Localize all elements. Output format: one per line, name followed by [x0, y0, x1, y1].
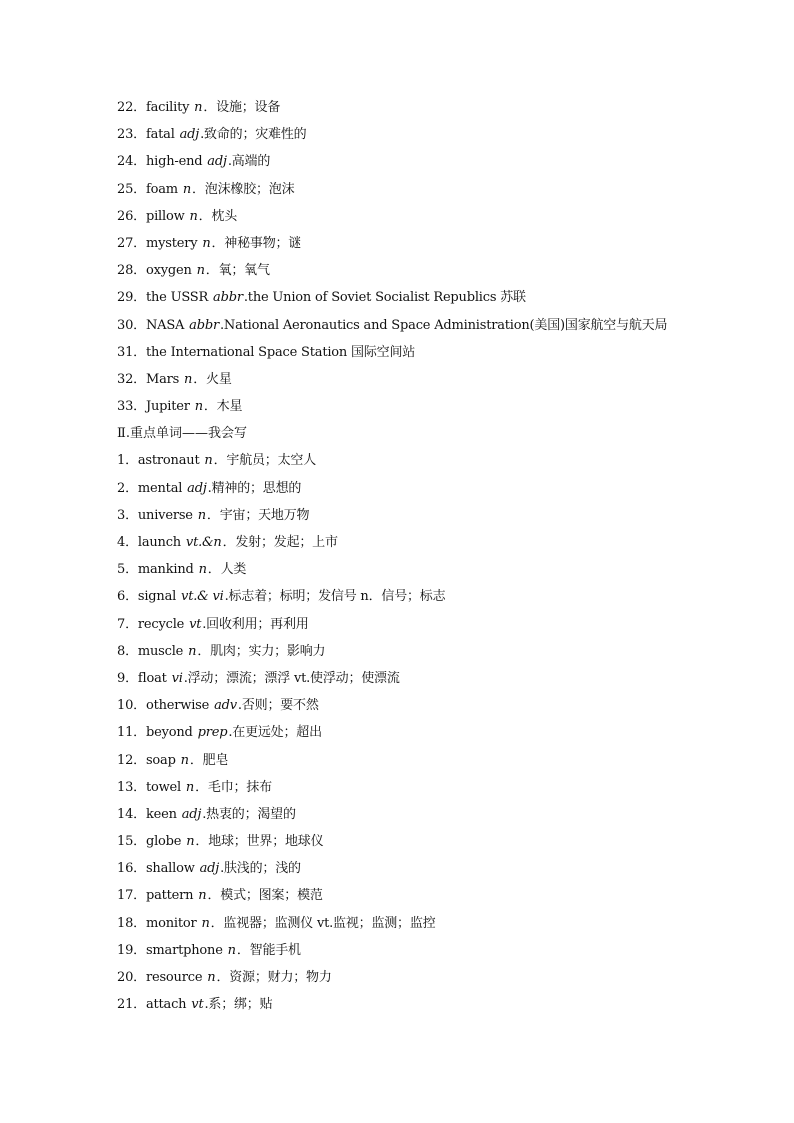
vocab-item: 16．shallow adj.肤浅的；浅的: [117, 861, 301, 877]
vocab-item: 19．smartphone n．智能手机: [117, 942, 301, 958]
vocab-item: 24．high-end adj.高端的: [117, 154, 271, 170]
vocab-item: 3．universe n．宇宙；天地万物: [117, 507, 310, 523]
vocab-item: 1．astronaut n．宇航员；太空人: [117, 453, 317, 469]
vocab-item: 26．pillow n．枕头: [117, 208, 238, 224]
vocab-item: 27．mystery n．神秘事物；谜: [117, 235, 302, 251]
vocab-item: 22．facility n．设施；设备: [117, 100, 281, 115]
vocab-item: 18．monitor n．监视器；监测仪 vt.监视；监测；监控: [117, 915, 436, 931]
vocab-item: 33．Jupiter n．木星: [117, 399, 243, 415]
vocab-item: 13．towel n．毛巾；抹布: [117, 779, 272, 795]
vocab-item: 10．otherwise adv.否则；要不然: [117, 698, 319, 714]
vocab-item: 28．oxygen n．氧；氧气: [117, 263, 270, 279]
vocab-item: 29．the USSR abbr.the Union of Soviet Socialist Republics 苏联: [117, 290, 526, 306]
vocab-item: 6．signal vt.& vi.标志着；标明；发信号 n．信号；标志: [117, 589, 446, 605]
vocab-item: 32．Mars n．火星: [117, 371, 232, 387]
vocab-item: 2．mental adj.精神的；思想的: [117, 480, 302, 496]
vocabulary-list: [117, 94, 757, 1018]
vocab-item: 15．globe n．地球；世界；地球仪: [117, 834, 324, 850]
vocab-item: 12．soap n．肥皂: [117, 752, 229, 768]
vocab-item: 31．the International Space Station 国际空间站: [117, 344, 416, 360]
vocab-item: 20．resource n．资源；财力；物力: [117, 970, 332, 985]
vocab-item: 21．attach vt.系；绑；贴: [117, 997, 273, 1013]
vocab-item: 8．muscle n．肌肉；实力；影响力: [117, 643, 326, 659]
vocab-item: 11．beyond prep.在更远处；超出: [117, 725, 322, 741]
vocab-item: 17．pattern n．模式；图案；模范: [117, 888, 323, 904]
vocab-item: 9．float vi.浮动；漂流；漂浮 vt.使浮动；使漂流: [117, 670, 400, 686]
vocab-item: 7．recycle vt.回收利用；再利用: [117, 616, 309, 632]
vocab-item: 23．fatal adj.致命的；灾难性的: [117, 127, 307, 143]
vocab-item: 14．keen adj.热衷的；渴望的: [117, 806, 296, 822]
vocab-item: 30．NASA abbr.National Aeronautics and Space Administration(美国)国家航空与航天局: [117, 317, 668, 333]
vocab-item: 25．foam n．泡沫橡胶；泡沫: [117, 181, 295, 197]
vocab-item: 4．launch vt.&n．发射；发起；上市: [117, 535, 338, 550]
section-heading: Ⅱ.重点单词——我会写: [117, 426, 247, 442]
vocab-item: 5．mankind n．人类: [117, 562, 247, 578]
